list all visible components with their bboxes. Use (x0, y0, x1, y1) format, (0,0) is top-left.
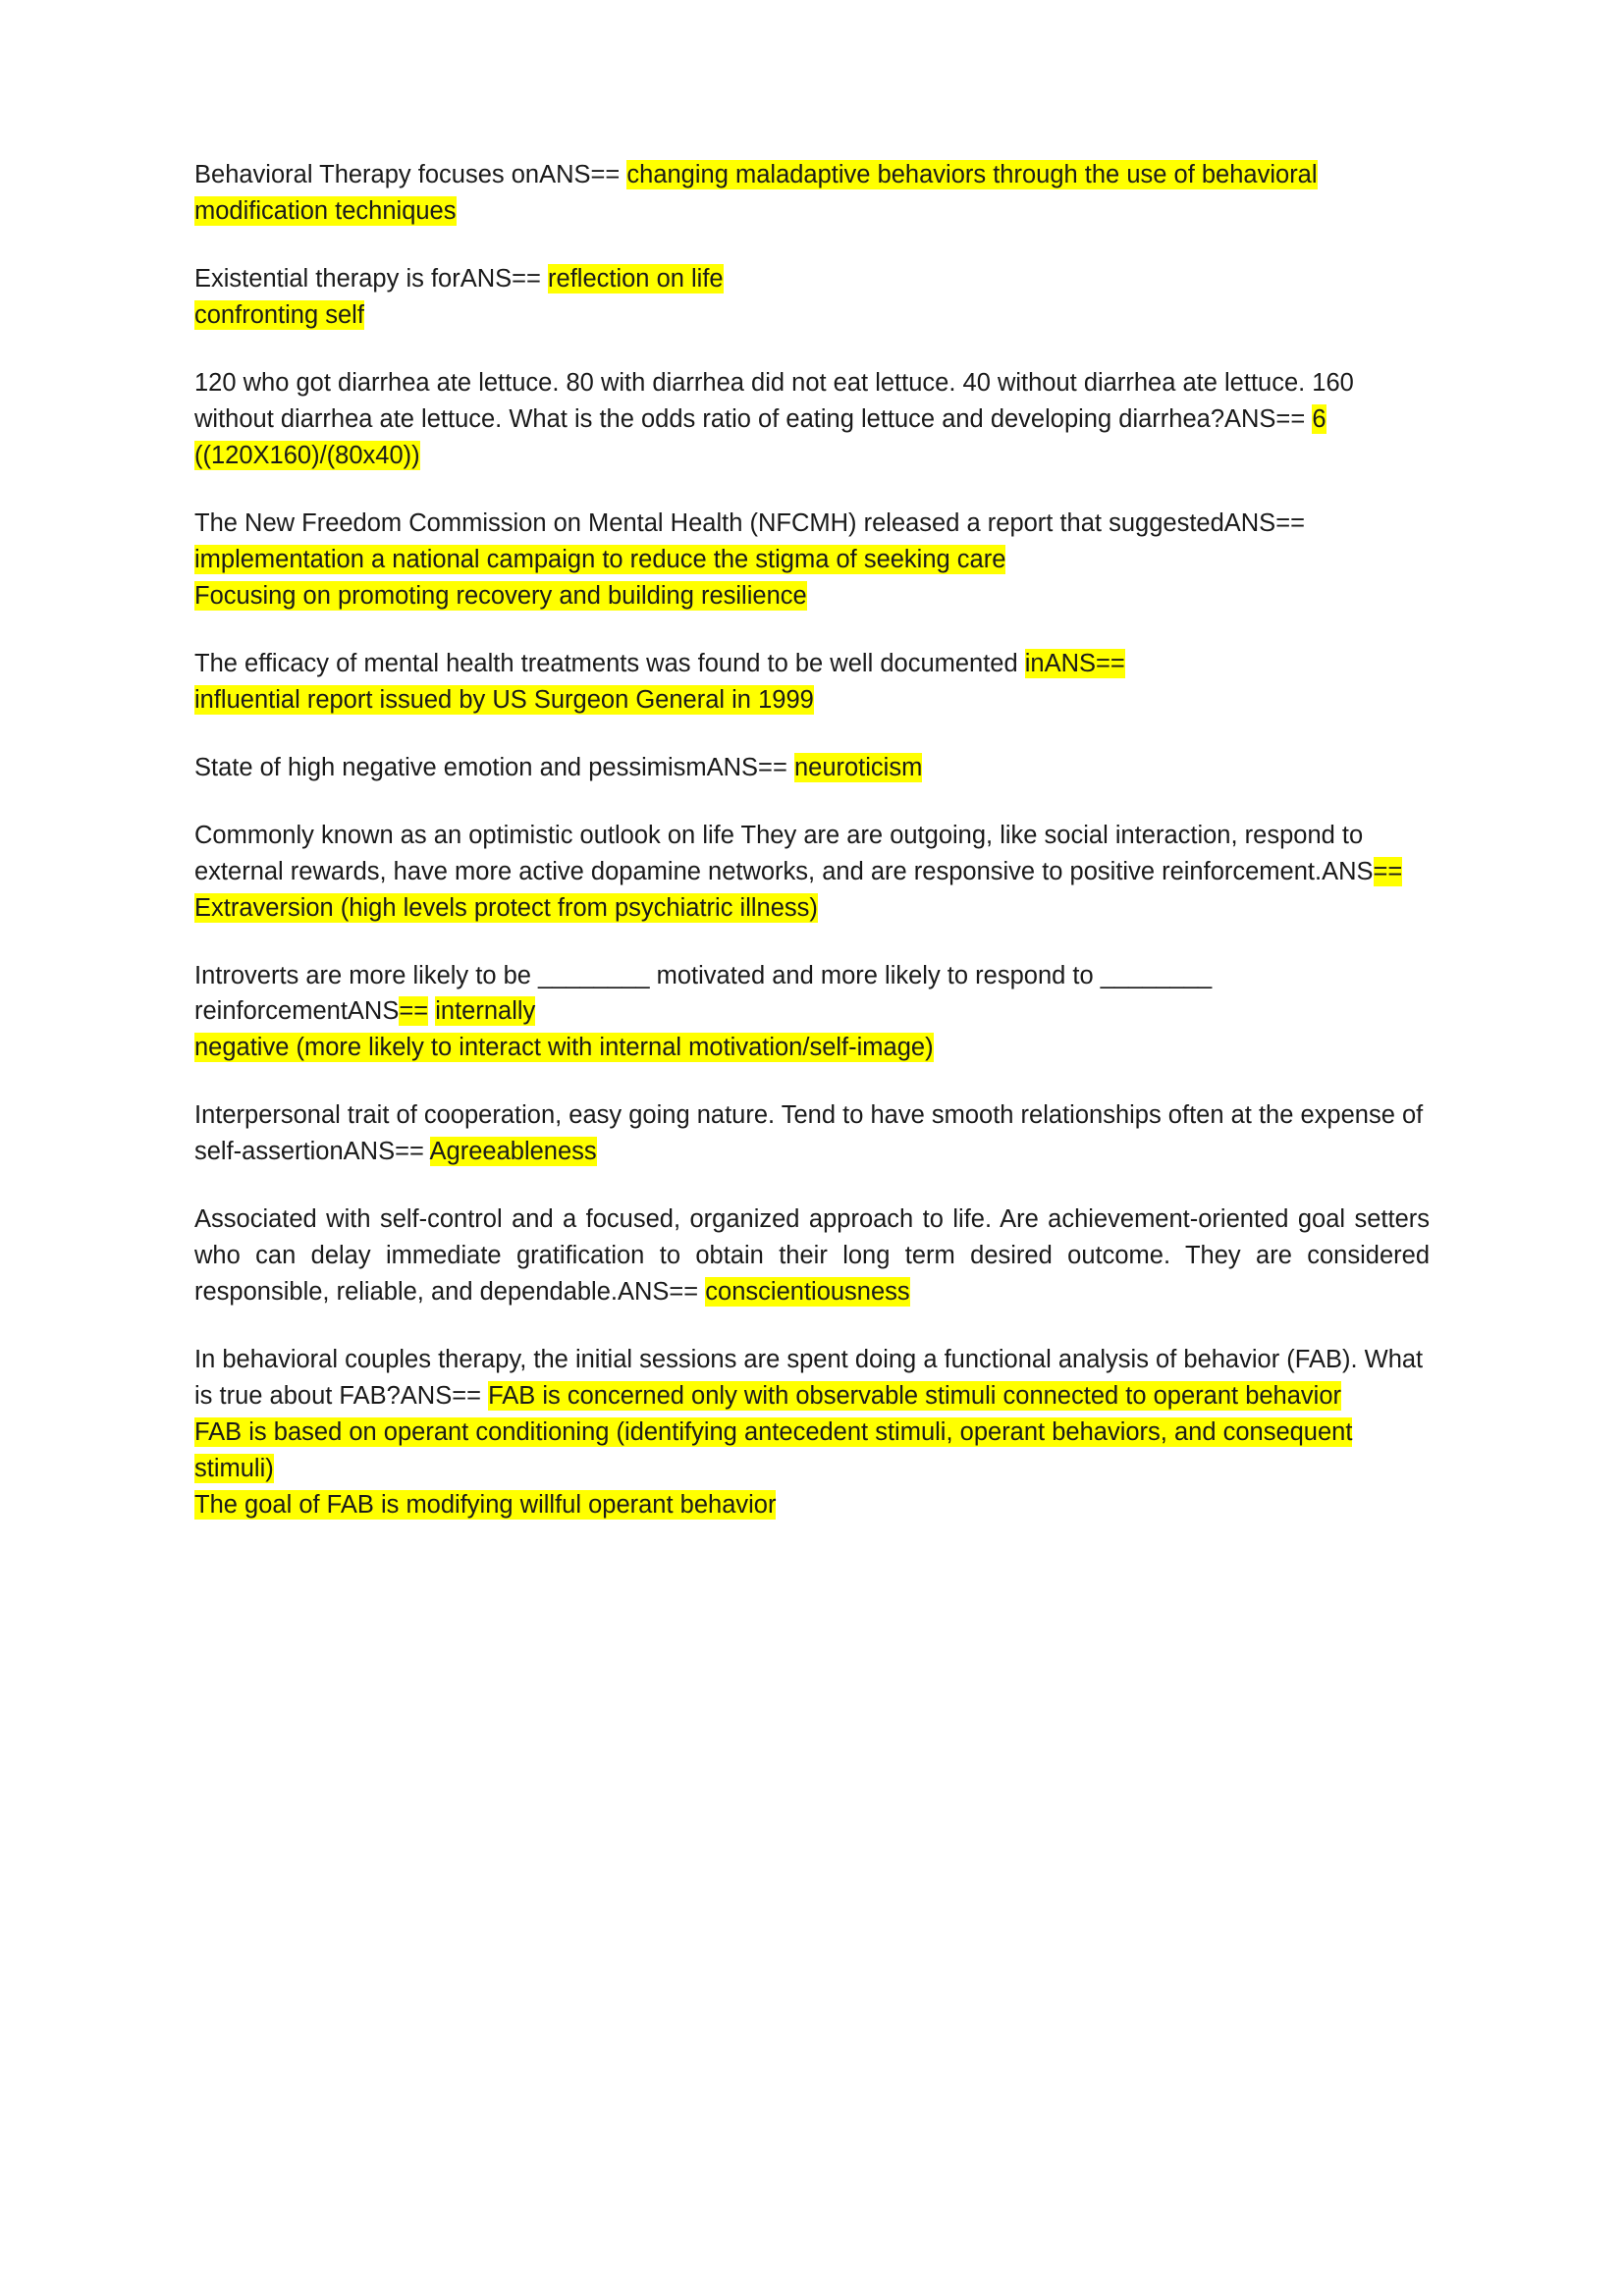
qa-paragraph (194, 297, 1430, 334)
qa-paragraph (194, 1415, 1430, 1487)
qa-paragraph (194, 818, 1430, 927)
qa-paragraph (194, 578, 1430, 614)
qa-block (194, 958, 1430, 1067)
qa-paragraph (194, 1097, 1430, 1170)
qa-paragraph (194, 1030, 1430, 1066)
answer-text: Agreeableness (429, 1138, 597, 1166)
answer-text: negative (more likely to interact with internal motivation/self-image) (194, 1034, 934, 1062)
question-text: Behavioral Therapy focuses onANS== (194, 161, 621, 188)
qa-paragraph (194, 682, 1430, 719)
question-text: State of high negative emotion and pessimismANS== (194, 753, 787, 781)
qa-paragraph (194, 261, 1430, 297)
answer-text: The goal of FAB is modifying willful operant behavior (194, 1491, 777, 1520)
answer-text: confronting self (194, 300, 364, 329)
question-text: The efficacy of mental health treatments was found to be well documented (194, 649, 1025, 677)
qa-paragraph (194, 750, 1430, 786)
answer-text: implementation a national campaign to reduce the stigma of seeking care (194, 545, 1006, 573)
qa-block (194, 1201, 1430, 1310)
qa-block (194, 365, 1430, 474)
question-text: Interpersonal trait of cooperation, easy going nature. Tend to have smooth relationships often at the expense of self-assertionANS== (194, 1101, 1424, 1166)
qa-paragraph (194, 646, 1430, 682)
answer-text: conscientiousness (705, 1278, 910, 1307)
question-text-highlighted-tail: == (1373, 857, 1403, 885)
question-text-highlighted-tail: == (399, 997, 429, 1026)
qa-paragraph (194, 157, 1430, 230)
answer-text: Extraversion (high levels protect from psychiatric illness) (194, 893, 818, 922)
qa-paragraph (194, 1487, 1430, 1523)
answer-text: changing maladaptive behaviors through the use of behavioral modification techniques (194, 161, 1318, 225)
qa-block (194, 157, 1430, 230)
qa-paragraph (194, 506, 1430, 578)
question-text: In behavioral couples therapy, the initial sessions are spent doing a functional analysis of behavior (FAB). What is true about FAB?ANS== (194, 1346, 1424, 1411)
question-text-highlighted-tail: inANS== (1024, 649, 1125, 677)
qa-paragraph (194, 365, 1430, 474)
qa-block (194, 818, 1430, 927)
answer-text: neuroticism (793, 753, 923, 781)
qa-paragraph (194, 958, 1430, 1031)
question-text: Commonly known as an optimistic outlook on life They are are outgoing, like social interaction, respond to external rewards, have more active dopamine networks, and are responsive to positive reinforcement.ANS (194, 821, 1374, 885)
answer-text: Focusing on promoting recovery and building resilience (194, 581, 807, 610)
question-text: 120 who got diarrhea ate lettuce. 80 with diarrhea did not eat lettuce. 40 without diarrhea ate lettuce. 160 without diarrhea ate lettuce. What is the odds ratio of eating lettuce and developing diarrhea?ANS== (194, 368, 1354, 433)
qa-block (194, 1342, 1430, 1523)
question-text: The New Freedom Commission on Mental Health (NFCMH) released a report that suggestedANS== (194, 508, 1305, 537)
qa-block (194, 506, 1430, 614)
answer-text: internally (435, 997, 536, 1026)
answer-text: FAB is concerned only with observable stimuli connected to operant behavior (488, 1382, 1342, 1411)
qa-block (194, 1097, 1430, 1170)
qa-paragraph (194, 1342, 1430, 1415)
qa-block (194, 750, 1430, 786)
answer-text: 6 ((120X160)/(80x40)) (194, 404, 1326, 469)
question-text: Introverts are more likely to be ________ motivated and more likely to respond to ________ reinforcementANS (194, 961, 1213, 1026)
question-text: Existential therapy is forANS== (194, 264, 541, 293)
qa-block (194, 646, 1430, 719)
document-body (194, 157, 1430, 1523)
answer-text: FAB is based on operant conditioning (identifying antecedent stimuli, operant behaviors, and consequent stimuli) (194, 1418, 1353, 1483)
question-text: Associated with self-control and a focused, organized approach to life. Are achievement-oriented goal setters who can delay immediate gratification to obtain their long term desired outcome. They are considered responsible, reliable, and dependable.ANS== (194, 1205, 1430, 1307)
answer-text: influential report issued by US Surgeon General in 1999 (194, 685, 814, 714)
qa-paragraph (194, 1201, 1430, 1310)
answer-text: reflection on life (548, 264, 724, 293)
qa-block (194, 261, 1430, 334)
